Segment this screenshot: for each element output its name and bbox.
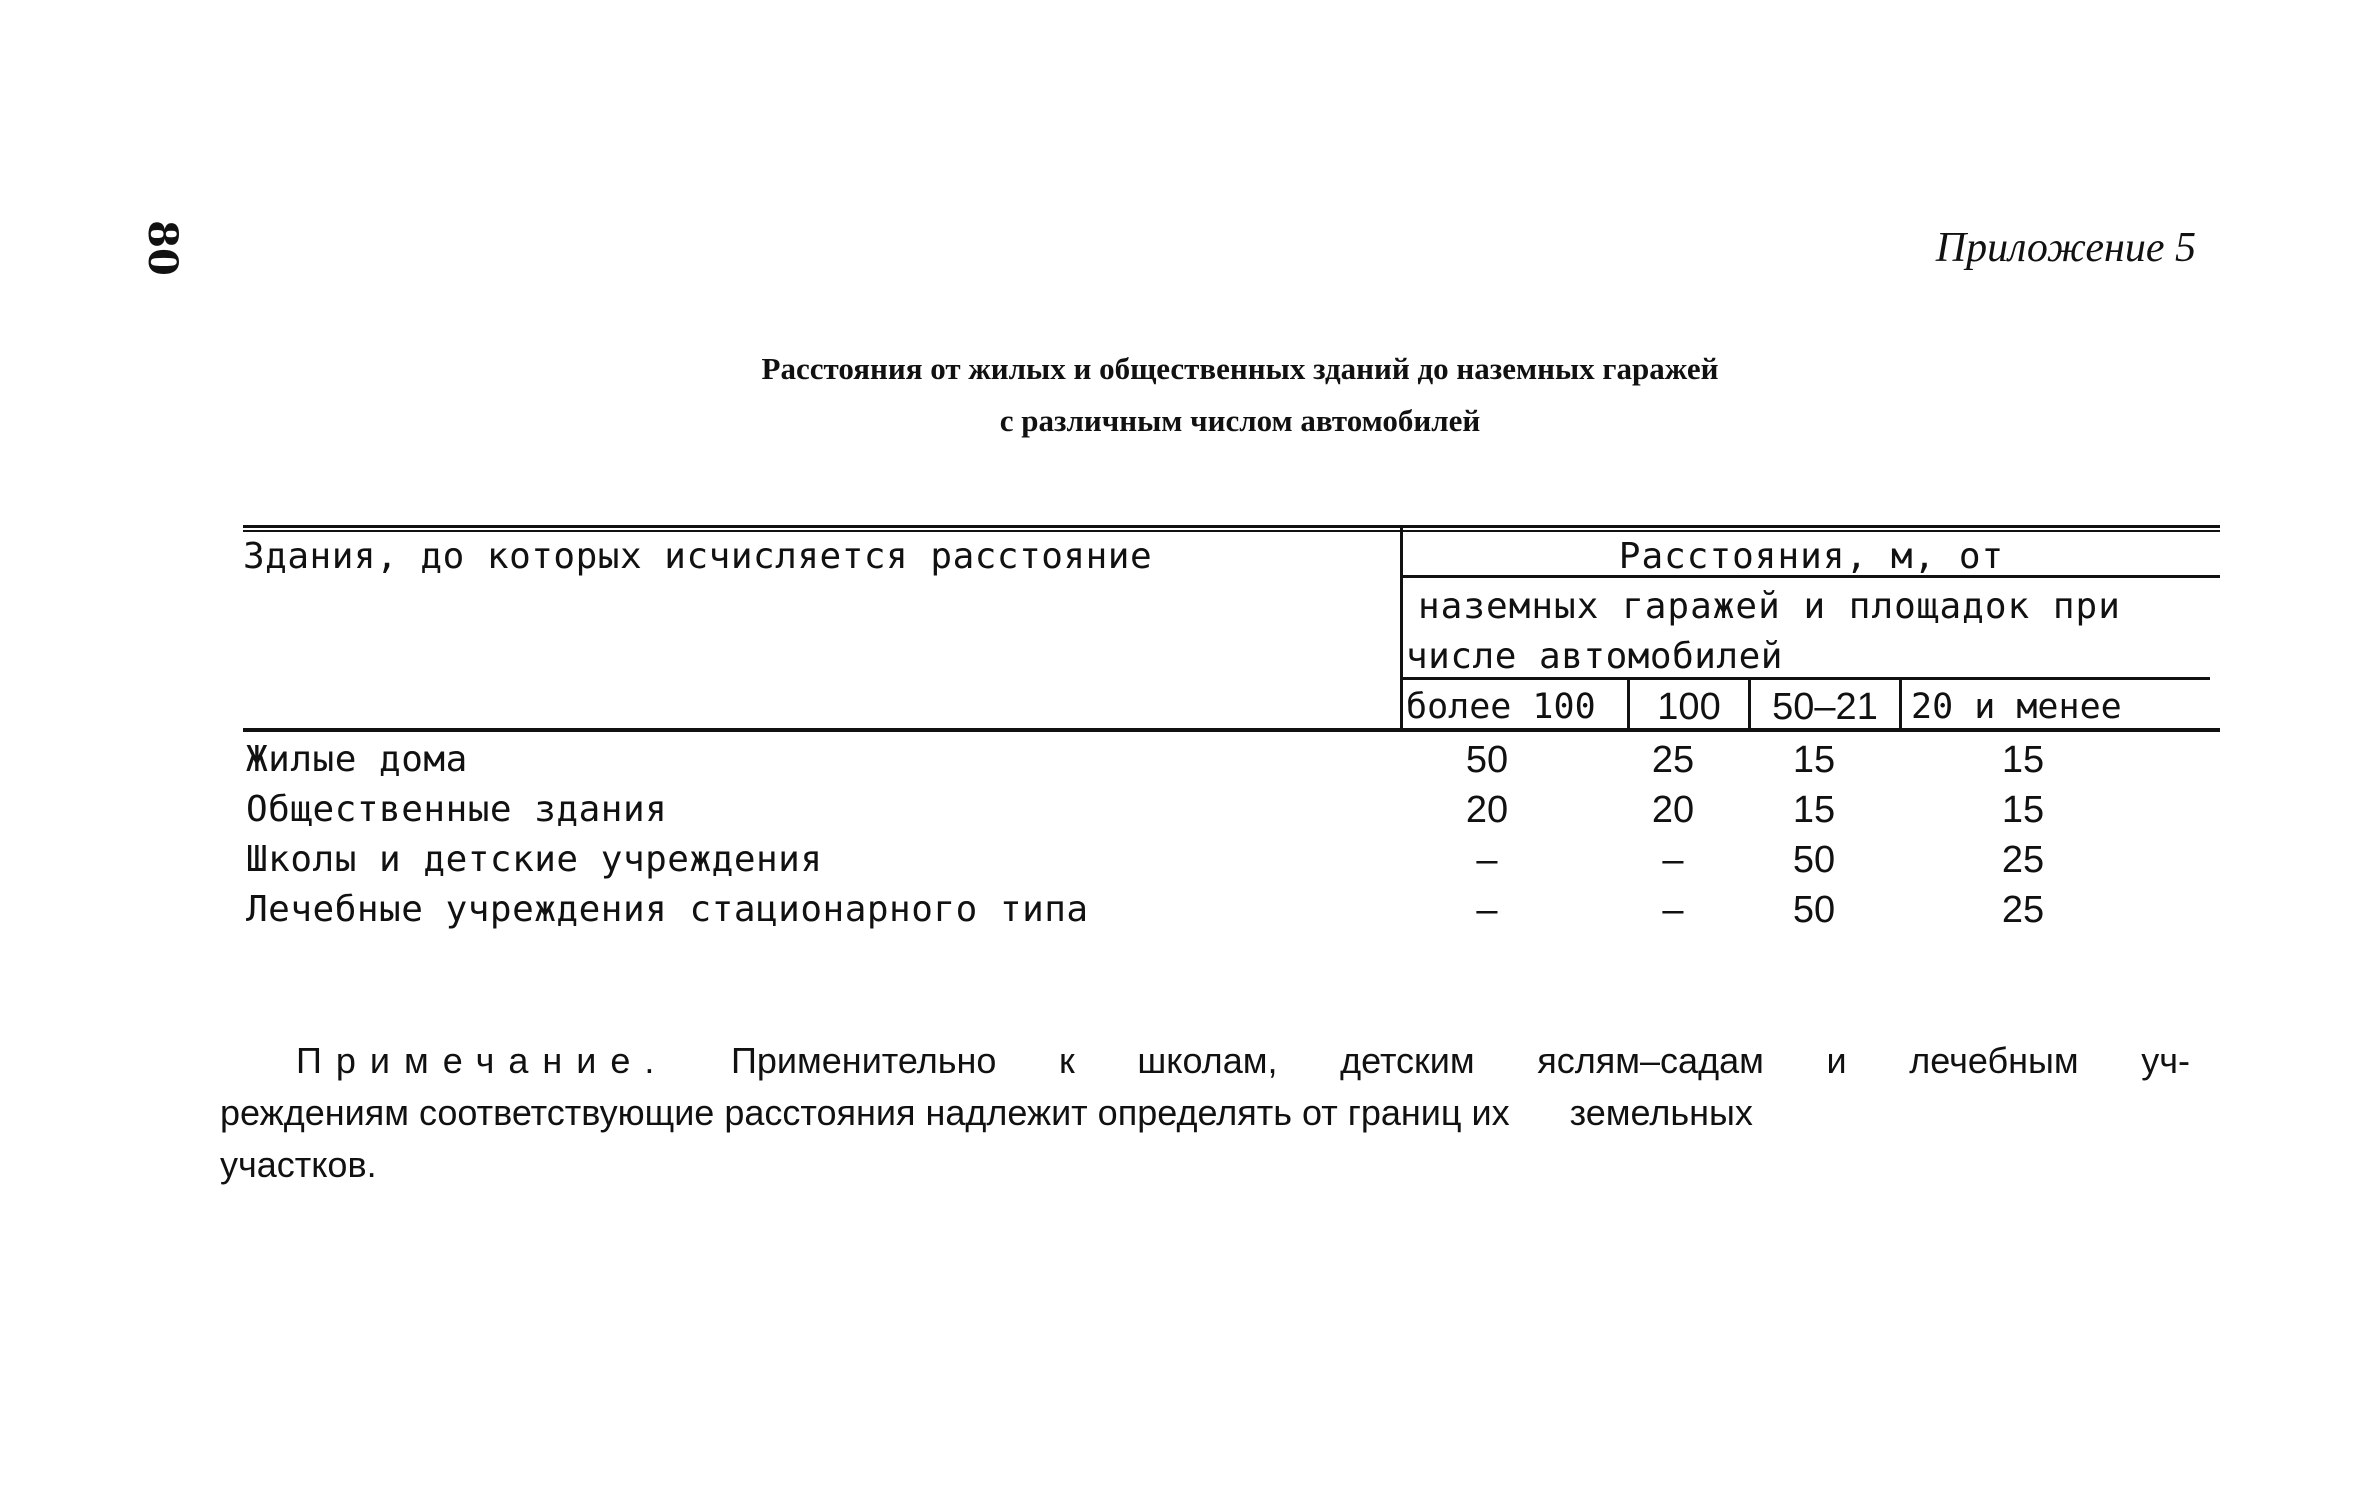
title-line-1: Расстояния от жилых и общественных зданий до наземных гаражей (761, 351, 1719, 386)
column-header-100: 100 (1657, 686, 1721, 728)
distance-table (243, 525, 2220, 733)
page-number: 80 (139, 220, 186, 276)
table-row (243, 785, 2220, 835)
note-label: Примечание. (296, 1040, 669, 1081)
table-row (243, 885, 2220, 935)
cell-100: 25 (1651, 739, 1695, 781)
note-line-2: реждениям соответствующие расстояния надлежит определять от границ их земельных (220, 1092, 1753, 1133)
appendix-label: Приложение 5 (1935, 225, 2196, 271)
subheader-line-1: наземных гаражей и площадок при (1418, 586, 2121, 627)
cell-50-21: 50 (1792, 889, 1836, 931)
buildings-column-header: Здания, до которых исчисляется расстояние (243, 536, 1153, 577)
col-sep-2 (1748, 680, 1751, 731)
cell-20-or-less: 15 (2001, 739, 2045, 781)
title-line-2: с различным числом автомобилей (999, 403, 1481, 438)
column-header-50-21: 50–21 (1772, 686, 1878, 728)
col-sep-1 (1627, 680, 1630, 731)
note-line-3: участков. (220, 1144, 377, 1185)
table-top-rule (243, 525, 2220, 528)
table-row (243, 735, 2220, 785)
table-row (243, 835, 2220, 885)
row-label: Школы и детские учреждения (246, 839, 823, 880)
column-header-more-100: более 100 (1406, 687, 1596, 727)
table-top-rule-2 (243, 530, 2220, 532)
cell-20-or-less: 25 (2001, 839, 2045, 881)
cell-20-or-less: 25 (2001, 889, 2045, 931)
cell-100: – (1662, 889, 1684, 931)
cell-50-21: 15 (1792, 789, 1836, 831)
note-line-1-text: Применительно к школам, детским яслям–садам и лечебным уч- (731, 1040, 2190, 1081)
row-label: Жилые дома (246, 739, 468, 780)
cell-more-100: 20 (1465, 789, 1509, 831)
distances-header: Расстояния, м, от (1618, 536, 2005, 577)
cell-more-100: 50 (1465, 739, 1509, 781)
subheader-line-2: числе автомобилей (1406, 636, 1783, 677)
cell-50-21: 50 (1792, 839, 1836, 881)
cell-50-21: 15 (1792, 739, 1836, 781)
cell-more-100: – (1476, 839, 1498, 881)
cell-20-or-less: 15 (2001, 789, 2045, 831)
row-label: Общественные здания (246, 789, 668, 830)
cell-more-100: – (1476, 889, 1498, 931)
note-paragraph (220, 1035, 2190, 1191)
column-header-20-or-less: 20 и менее (1911, 687, 2122, 727)
col-sep-3 (1899, 680, 1902, 731)
row-label: Лечебные учреждения стационарного типа (246, 889, 1089, 930)
note-line-1 (220, 1035, 2190, 1087)
cell-100: – (1662, 839, 1684, 881)
cell-100: 20 (1651, 789, 1695, 831)
document-title (560, 343, 1920, 447)
